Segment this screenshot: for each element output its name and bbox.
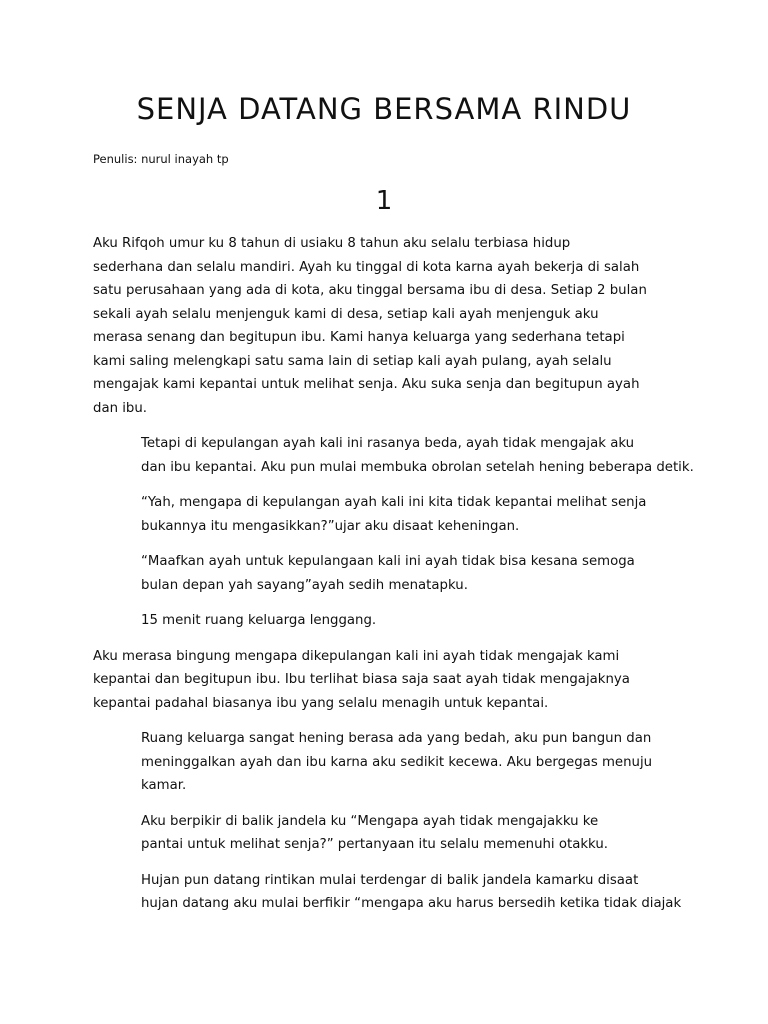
text-line: pantai untuk melihat senja?” pertanyaan itu selalu memenuhi otakku. bbox=[141, 837, 608, 852]
author-line: Penulis: nurul inayah tp bbox=[93, 152, 229, 166]
text-line: meninggalkan ayah dan ibu karna aku sedikit kecewa. Aku bergegas menuju bbox=[141, 754, 653, 770]
paragraph bbox=[93, 645, 678, 716]
text-line: dan ibu. bbox=[93, 400, 148, 416]
text-line: kepantai dan begitupun ibu. Ibu terlihat biasa saja saat ayah tidak mengajaknya bbox=[93, 672, 630, 687]
text-line: dan ibu kepantai. Aku pun mulai membuka obrolan setelah hening beberapa detik. bbox=[141, 459, 694, 475]
text-line: hujan datang aku mulai berfikir “mengapa aku harus bersedih ketika tidak diajak bbox=[141, 896, 682, 911]
text-line: kami saling melengkapi satu sama lain di setiap kali ayah pulang, ayah selalu bbox=[93, 353, 612, 369]
text-line: bulan depan yah sayang”ayah sedih menatapku. bbox=[141, 577, 468, 593]
text-line: Tetapi di kepulangan ayah kali ini rasanya beda, ayah tidak mengajak aku bbox=[141, 436, 635, 451]
text-line: Aku Rifqoh umur ku 8 tahun di usiaku 8 tahun aku selalu terbiasa hidup bbox=[93, 236, 571, 251]
text-line: merasa senang dan begitupun ibu. Kami hanya keluarga yang sederhana tetapi bbox=[93, 330, 625, 345]
paragraph bbox=[93, 432, 694, 479]
paragraph bbox=[93, 869, 682, 916]
text-line: Hujan pun datang rintikan mulai terdengar di balik jandela kamarku disaat bbox=[141, 872, 639, 888]
text-line: mengajak kami kepantai untuk melihat senja. Aku suka senja dan begitupun ayah bbox=[93, 377, 640, 392]
text-line: sekali ayah selalu menjenguk kami di desa, setiap kali ayah menjenguk aku bbox=[93, 306, 599, 322]
text-line: kepantai padahal biasanya ibu yang selalu menagih untuk kepantai. bbox=[93, 695, 549, 711]
text-line: satu perusahaan yang ada di kota, aku tinggal bersama ibu di desa. Setiap 2 bulan bbox=[93, 283, 647, 298]
paragraph bbox=[93, 491, 678, 538]
document-title: SENJA DATANG BERSAMA RINDU bbox=[136, 92, 632, 126]
paragraph bbox=[93, 232, 678, 420]
paragraph bbox=[93, 609, 678, 633]
text-line: Aku merasa bingung mengapa dikepulangan kali ini ayah tidak mengajak kami bbox=[93, 648, 620, 664]
text-line: “Maafkan ayah untuk kepulangaan kali ini ayah tidak bisa kesana semoga bbox=[141, 554, 635, 569]
text-line: bukannya itu mengasikkan?”ujar aku disaat keheningan. bbox=[141, 518, 520, 534]
story-body bbox=[93, 232, 694, 928]
text-line: “Yah, mengapa di kepulangan ayah kali ini kita tidak kepantai melihat senja bbox=[141, 495, 647, 510]
text-line: Aku berpikir di balik jandela ku “Mengapa ayah tidak mengajakku ke bbox=[141, 813, 599, 829]
text-line: kamar. bbox=[141, 778, 187, 793]
paragraph bbox=[93, 727, 678, 798]
paragraph bbox=[93, 550, 678, 597]
text-line: sederhana dan selalu mandiri. Ayah ku tinggal di kota karna ayah bekerja di salah bbox=[93, 259, 640, 275]
text-line: Ruang keluarga sangat hening berasa ada yang bedah, aku pun bangun dan bbox=[141, 731, 652, 746]
chapter-number: 1 bbox=[375, 186, 393, 216]
text-line: 15 menit ruang keluarga lenggang. bbox=[141, 613, 377, 628]
paragraph bbox=[93, 810, 678, 857]
